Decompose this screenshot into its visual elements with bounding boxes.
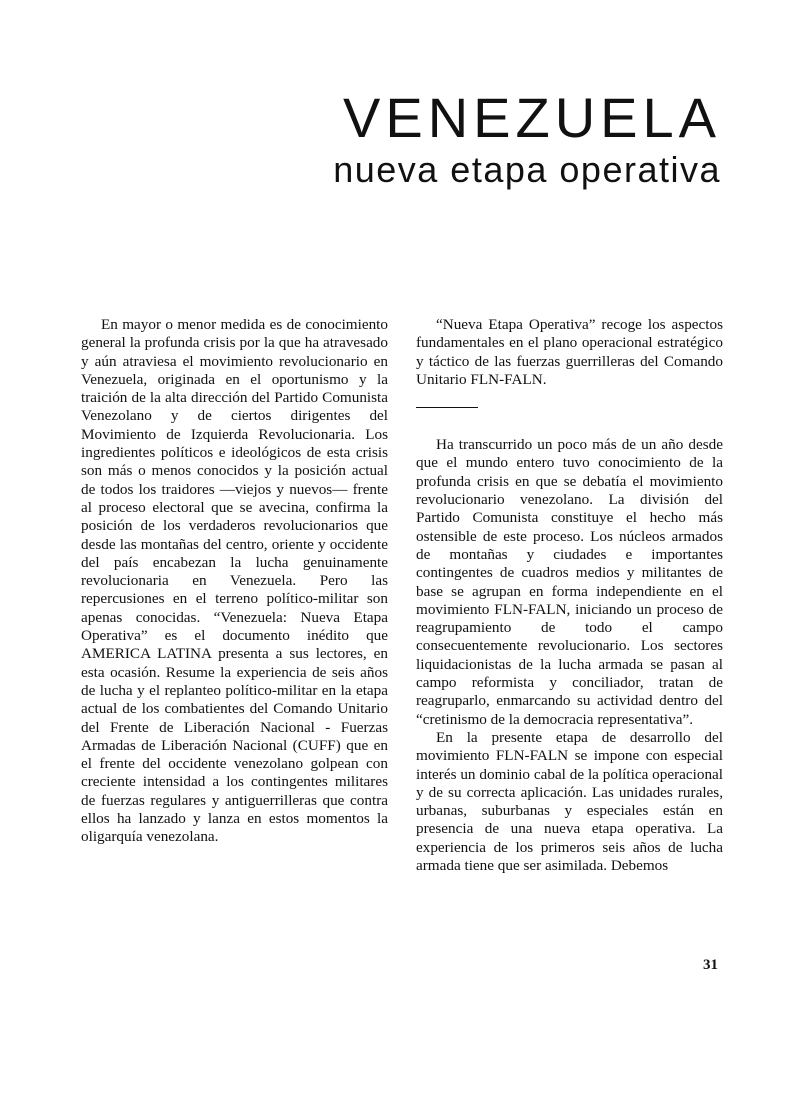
body-paragraph: Ha transcurrido un poco más de un año desde que el mundo entero tuvo conocimiento de la profunda crisis en que se debatía el movimiento revolucionario venezolano. La división del Partido Comunista constituye el hecho más ostensible de este proceso. Los núcleos armados de montañas y ciudades e importantes contingentes de cuadros medios y militantes de base se agrupan en forma independiente en el movimiento FLN-FALN, iniciando un proceso de reagrupamiento de todo el campo consecuentemente revolucionario. Los sectores liquidacionistas de la lucha armada se pasan al campo reformista y conciliador, tratan de reagruparlo, enmarcando su actividad dentro del “cretinismo de la democracia representativa”. (416, 436, 723, 728)
page-number: 31 (703, 957, 718, 973)
section-divider (416, 407, 478, 408)
article-title: VENEZUELA (343, 86, 721, 149)
body-paragraph: En la presente etapa de desarrollo del movimiento FLN-FALN se impone con especial interés un dominio cabal de la política operacional y de su correcta aplicación. Las unidades rurales, urbanas, suburbanas y especiales están en presencia de una nueva etapa operativa. La experiencia de los primeros seis años de lucha armada tiene que ser asimilada. Debemos (416, 728, 723, 875)
left-column (81, 316, 388, 847)
article-subtitle: nueva etapa operativa (333, 149, 721, 190)
right-column (416, 316, 723, 875)
intro-paragraph: “Nueva Etapa Operativa” recoge los aspectos fundamentales en el plano operacional estratégico y táctico de las fuerzas guerrilleras del Comando Unitario FLN-FALN. (416, 316, 723, 388)
body-paragraph: En mayor o menor medida es de conocimiento general la profunda crisis por la que ha atravesado y aún atraviesa el movimiento revolucionario en Venezuela, originada en el oportunismo y la traición de la alta dirección del Partido Comunista Venezolano y de ciertos dirigentes del Movimiento de Izquierda Revolucionaria. Los ingredientes políticos e ideológicos de esta crisis son más o menos conocidos y la posición actual de todos los traidores —viejos y nuevos— frente al proceso electoral que se avecina, confirma la posición de los verdaderos revolucionarios que desde las montañas del centro, oriente y occidente del país encabezan la lucha genuinamente revolucionaria en Venezuela. Pero las repercusiones en el terreno político-militar son apenas conocidas. “Venezuela: Nueva Etapa Operativa” es el documento inédito que AMERICA LATINA presenta a sus lectores, en esta ocasión. Resume la experiencia de seis años de lucha y el replanteo político-militar en la etapa actual de los combatientes del Comando Unitario del Frente de Liberación Nacional - Fuerzas Armadas de Liberación Nacional (CUFF) que en el frente del occidente venezolano golpean con creciente intensidad a los contingentes militares de fuerzas regulares y antiguerrilleras que contra ellos ha lanzado y lanza en estos momentos la oligarquía venezolana. (81, 316, 388, 846)
